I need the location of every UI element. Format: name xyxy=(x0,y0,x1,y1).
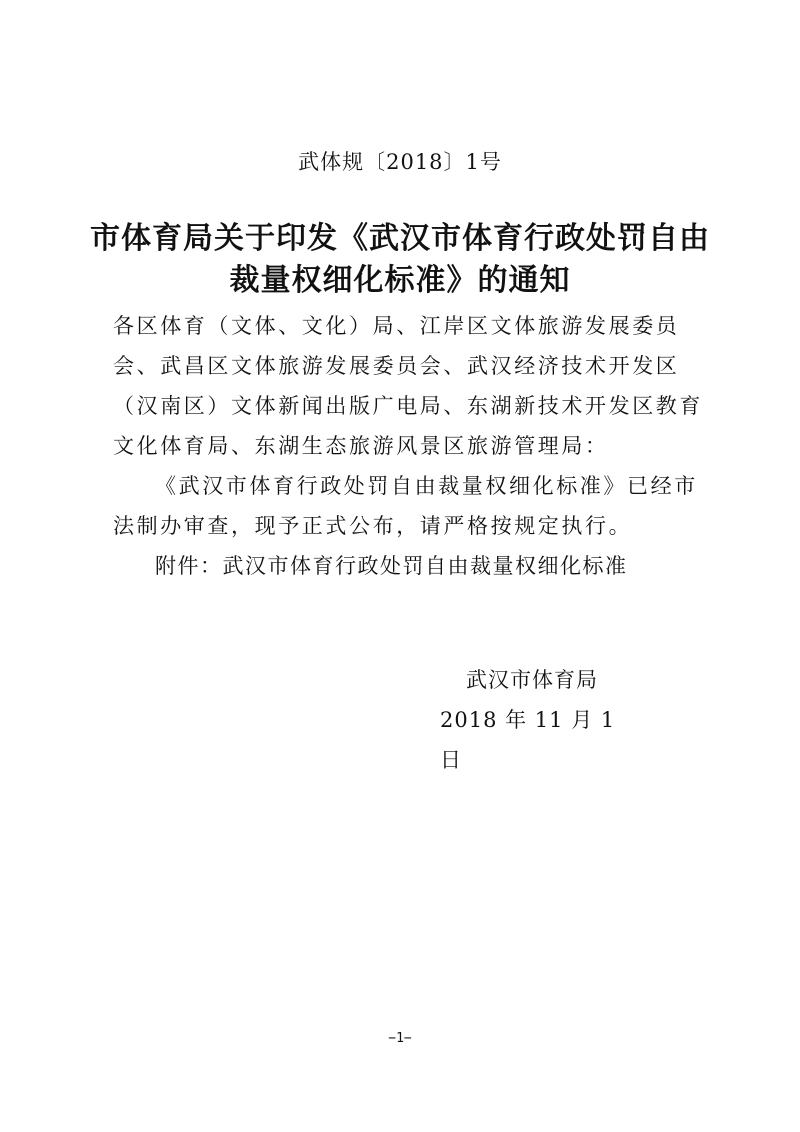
title-line-2: 裁量权细化标准》的通知 xyxy=(229,263,571,298)
body-paragraph: 《武汉市体育行政处罚自由裁量权细化标准》已经市法制办审查，现予正式公布，请严格按规定执行。 xyxy=(113,474,698,538)
signature-block xyxy=(440,660,640,780)
document-number: 武体规〔2018〕1号 xyxy=(298,150,502,174)
attachment-line: 附件：武汉市体育行政处罚自由裁量权细化标准 xyxy=(155,554,628,578)
page-number: −1− xyxy=(388,1031,412,1046)
document-body xyxy=(113,306,705,546)
recipients-paragraph: 各区体育（文体、文化）局、江岸区文体旅游发展委员会、武昌区文体旅游发展委员会、武汉经济技术开发区（汉南区）文体新闻出版广电局、东湖新技术开发区教育文化体育局、东湖生态旅游风景区旅游管理局： xyxy=(113,314,703,458)
signature-date: 2018 年 11 月 1 日 xyxy=(440,708,616,772)
document-title xyxy=(80,218,720,302)
signature-organization: 武汉市体育局 xyxy=(466,668,598,692)
title-line-1: 市体育局关于印发《武汉市体育行政处罚自由 xyxy=(90,221,710,256)
